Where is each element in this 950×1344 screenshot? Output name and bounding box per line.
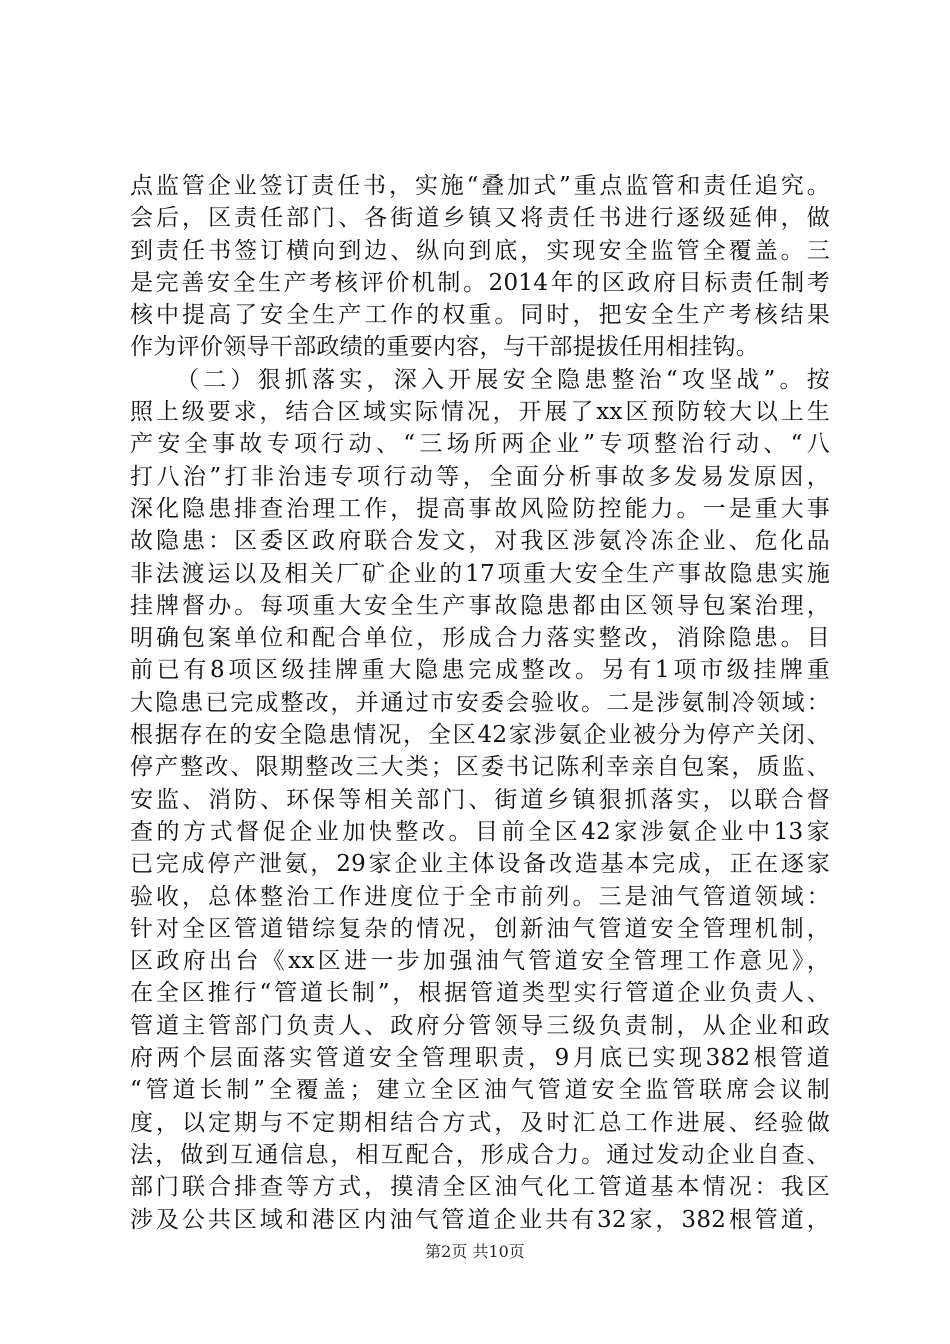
text-line: 已完成停产泄氨，29家企业主体设备改造基本完成，正在逐家 (130, 851, 830, 878)
text-line: 产安全事故专项行动、“三场所两企业”专项整治行动、“八 (130, 431, 830, 458)
text-line: 点监管企业签订责任书，实施“叠加式”重点监管和责任追究。 (130, 173, 830, 199)
text-line: 验收，总体整治工作进度位于全市前列。三是油气管道领域： (130, 883, 830, 910)
text-line: 非法渡运以及相关厂矿企业的17项重大安全生产事故隐患实施 (130, 560, 830, 587)
text-line: “管道长制”全覆盖；建立全区油气管道安全监管联席会议制 (130, 1077, 830, 1104)
text-line: 是完善安全生产考核评价机制。2014年的区政府目标责任制考 (130, 269, 830, 296)
text-line: 故隐患：区委区政府联合发文，对我区涉氨冷冻企业、危化品 (130, 528, 830, 555)
text-line: 深化隐患排查治理工作，提高事故风险防控能力。一是重大事 (130, 495, 830, 522)
text-line: 前已有8项区级挂牌重大隐患完成整改。另有1项市级挂牌重 (130, 657, 830, 684)
text-line: 涉及公共区域和港区内油气管道企业共有32家，382根管道， (130, 1206, 830, 1233)
text-line: 到责任书签订横向到边、纵向到底，实现安全监管全覆盖。三 (130, 237, 830, 264)
text-line: 府两个层面落实管道安全管理职责，9月底已实现382根管道 (130, 1045, 830, 1072)
text-line: 法，做到互通信息，相互配合，形成合力。通过发动企业自查、 (130, 1141, 830, 1168)
text-line: 停产整改、限期整改三大类；区委书记陈利幸亲自包案，质监、 (130, 754, 830, 781)
text-line: 根据存在的安全隐患情况，全区42家涉氨企业被分为停产关闭、 (130, 722, 830, 749)
text-line: 度，以定期与不定期相结合方式，及时汇总工作进展、经验做 (130, 1109, 830, 1136)
text-line: 打八治”打非治违专项行动等，全面分析事故多发易发原因， (130, 463, 830, 490)
body-text (130, 170, 830, 1236)
text-line: 部门联合排查等方式，摸清全区油气化工管道基本情况：我区 (130, 1174, 830, 1201)
text-line: 针对全区管道错综复杂的情况，创新油气管道安全管理机制， (130, 915, 830, 942)
text-line: 明确包案单位和配合单位，形成合力落实整改，消除隐患。目 (130, 625, 830, 652)
text-line: 会后，区责任部门、各街道乡镇又将责任书进行逐级延伸，做 (130, 205, 830, 232)
text-line: 核中提高了安全生产工作的权重。同时，把安全生产考核结果 (130, 302, 830, 329)
text-line: 大隐患已完成整改，并通过市安委会验收。二是涉氨制冷领域： (130, 689, 830, 716)
text-line: 作为评价领导干部政绩的重要内容，与干部提拔任用相挂钩。 (130, 334, 760, 361)
text-line: 在全区推行“管道长制”，根据管道类型实行管道企业负责人、 (130, 980, 830, 1007)
text-line: 查的方式督促企业加快整改。目前全区42家涉氨企业中13家 (130, 818, 830, 845)
page-number-footer: 第2页 共10页 (425, 1242, 525, 1261)
text-line: 安监、消防、环保等相关部门、街道乡镇狠抓落实，以联合督 (130, 786, 830, 813)
paragraph-heading-line: （二）狠抓落实，深入开展安全隐患整治“攻坚战”。按 (176, 366, 830, 393)
text-line: 管道主管部门负责人、政府分管领导三级负责制，从企业和政 (130, 1012, 830, 1039)
text-line: 区政府出台《xx区进一步加强油气管道安全管理工作意见》， (130, 948, 830, 975)
text-line: 照上级要求，结合区域实际情况，开展了xx区预防较大以上生 (130, 399, 830, 426)
text-line: 挂牌督办。每项重大安全生产事故隐患都由区领导包案治理， (130, 592, 830, 619)
